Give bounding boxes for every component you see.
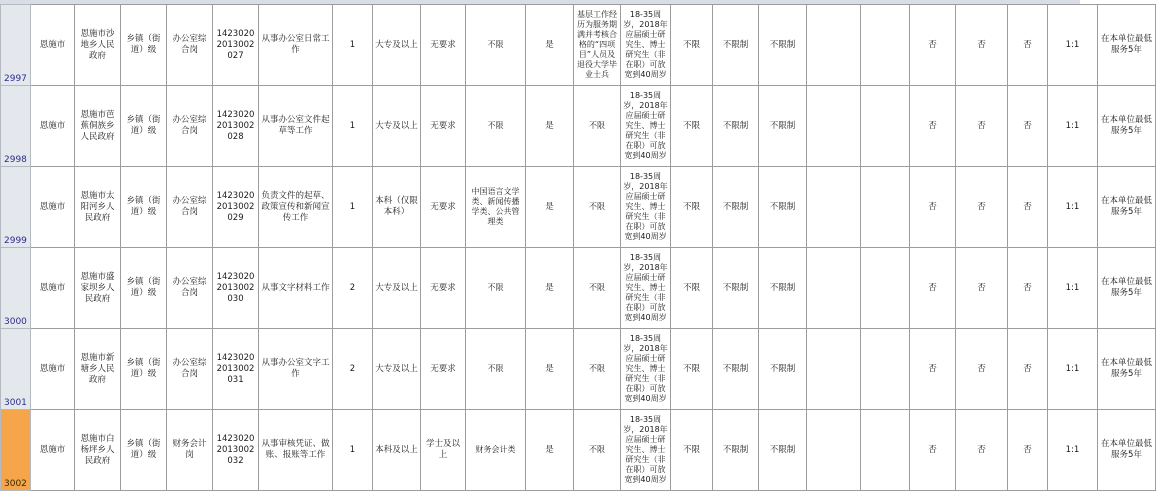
politics-cell[interactable]: 不限制 xyxy=(759,410,807,491)
post-code-cell[interactable]: 14230202013002029 xyxy=(213,167,259,248)
politics-cell[interactable]: 不限制 xyxy=(759,248,807,329)
post-name-cell[interactable]: 办公室综合岗 xyxy=(167,329,213,410)
service-term-cell[interactable]: 在本单位最低服务5年 xyxy=(1098,410,1156,491)
blank-cell-2[interactable] xyxy=(861,167,910,248)
ratio-cell[interactable]: 1:1 xyxy=(1048,329,1098,410)
headcount-cell[interactable]: 2 xyxy=(333,248,373,329)
grassroots-cell[interactable]: 是 xyxy=(526,5,574,86)
gender-cell[interactable]: 不限 xyxy=(671,86,713,167)
politics-cell[interactable]: 不限制 xyxy=(759,329,807,410)
unit-name-cell[interactable]: 恩施市盛家坝乡人民政府 xyxy=(75,248,121,329)
post-code-cell[interactable]: 14230202013002030 xyxy=(213,248,259,329)
education-cell[interactable]: 大专及以上 xyxy=(373,86,421,167)
table-row xyxy=(1,5,1156,86)
region-cell[interactable]: 恩施市 xyxy=(31,248,75,329)
experience-cell[interactable]: 不限 xyxy=(574,329,621,410)
no-cell-3[interactable]: 否 xyxy=(1008,248,1048,329)
grassroots-cell[interactable]: 是 xyxy=(526,410,574,491)
blank-cell-2[interactable] xyxy=(861,329,910,410)
no-cell-3[interactable]: 否 xyxy=(1008,86,1048,167)
unit-name-cell[interactable]: 恩施市新塘乡人民政府 xyxy=(75,329,121,410)
age-cell[interactable]: 18-35周岁，2018年应届硕士研究生、博士研究生（非在职）可放宽到40周岁 xyxy=(621,167,671,248)
region-cell[interactable]: 恩施市 xyxy=(31,5,75,86)
age-cell[interactable]: 18-35周岁，2018年应届硕士研究生、博士研究生（非在职）可放宽到40周岁 xyxy=(621,248,671,329)
post-name-cell[interactable]: 办公室综合岗 xyxy=(167,248,213,329)
grassroots-cell[interactable]: 是 xyxy=(526,329,574,410)
service-term-cell[interactable]: 在本单位最低服务5年 xyxy=(1098,167,1156,248)
headcount-cell[interactable]: 1 xyxy=(333,5,373,86)
blank-cell-2[interactable] xyxy=(861,5,910,86)
politics-cell[interactable]: 不限制 xyxy=(759,86,807,167)
post-duty-cell[interactable]: 从事审核凭证、做账、报账等工作 xyxy=(259,410,333,491)
major-cell[interactable]: 不限 xyxy=(466,329,526,410)
unit-name-cell[interactable]: 恩施市白杨坪乡人民政府 xyxy=(75,410,121,491)
post-code-cell[interactable]: 14230202013002028 xyxy=(213,86,259,167)
no-cell-2[interactable]: 否 xyxy=(956,248,1008,329)
post-code-cell[interactable]: 14230202013002032 xyxy=(213,410,259,491)
blank-cell-1[interactable] xyxy=(807,86,861,167)
ethnicity-cell[interactable]: 不限制 xyxy=(713,329,759,410)
grassroots-cell[interactable]: 是 xyxy=(526,167,574,248)
education-cell[interactable]: 本科（仅限本科） xyxy=(373,167,421,248)
table-row xyxy=(1,329,1156,410)
degree-cell[interactable]: 无要求 xyxy=(421,329,466,410)
gender-cell[interactable]: 不限 xyxy=(671,5,713,86)
region-cell[interactable]: 恩施市 xyxy=(31,410,75,491)
ratio-cell[interactable]: 1:1 xyxy=(1048,86,1098,167)
experience-cell[interactable]: 不限 xyxy=(574,167,621,248)
age-cell[interactable]: 18-35周岁，2018年应届硕士研究生、博士研究生（非在职）可放宽到40周岁 xyxy=(621,410,671,491)
unit-level-cell[interactable]: 乡镇（街道）级 xyxy=(121,5,167,86)
service-term-cell[interactable]: 在本单位最低服务5年 xyxy=(1098,86,1156,167)
grassroots-cell[interactable]: 是 xyxy=(526,86,574,167)
post-duty-cell[interactable]: 从事办公室文件起草等工作 xyxy=(259,86,333,167)
no-cell-1[interactable]: 否 xyxy=(910,5,956,86)
education-cell[interactable]: 大专及以上 xyxy=(373,5,421,86)
age-cell[interactable]: 18-35周岁，2018年应届硕士研究生、博士研究生（非在职）可放宽到40周岁 xyxy=(621,329,671,410)
ratio-cell[interactable]: 1:1 xyxy=(1048,5,1098,86)
no-cell-1[interactable]: 否 xyxy=(910,329,956,410)
experience-cell[interactable]: 不限 xyxy=(574,248,621,329)
service-term-cell[interactable]: 在本单位最低服务5年 xyxy=(1098,5,1156,86)
post-code-cell[interactable]: 14230202013002027 xyxy=(213,5,259,86)
blank-cell-1[interactable] xyxy=(807,329,861,410)
blank-cell-2[interactable] xyxy=(861,248,910,329)
age-cell[interactable]: 18-35周岁，2018年应届硕士研究生、博士研究生（非在职）可放宽到40周岁 xyxy=(621,5,671,86)
no-cell-3[interactable]: 否 xyxy=(1008,329,1048,410)
ethnicity-cell[interactable]: 不限制 xyxy=(713,167,759,248)
row-number-header[interactable]: 3002 xyxy=(1,410,31,491)
experience-cell[interactable]: 不限 xyxy=(574,86,621,167)
region-cell[interactable]: 恩施市 xyxy=(31,329,75,410)
no-cell-1[interactable]: 否 xyxy=(910,248,956,329)
no-cell-2[interactable]: 否 xyxy=(956,86,1008,167)
blank-cell-1[interactable] xyxy=(807,248,861,329)
service-term-cell[interactable]: 在本单位最低服务5年 xyxy=(1098,248,1156,329)
post-name-cell[interactable]: 办公室综合岗 xyxy=(167,5,213,86)
headcount-cell[interactable]: 1 xyxy=(333,410,373,491)
row-number-header[interactable]: 3000 xyxy=(1,248,31,329)
gender-cell[interactable]: 不限 xyxy=(671,167,713,248)
experience-cell[interactable]: 不限 xyxy=(574,410,621,491)
no-cell-3[interactable]: 否 xyxy=(1008,167,1048,248)
headcount-cell[interactable]: 1 xyxy=(333,167,373,248)
ethnicity-cell[interactable]: 不限制 xyxy=(713,86,759,167)
headcount-cell[interactable]: 1 xyxy=(333,86,373,167)
no-cell-2[interactable]: 否 xyxy=(956,410,1008,491)
ratio-cell[interactable]: 1:1 xyxy=(1048,248,1098,329)
politics-cell[interactable]: 不限制 xyxy=(759,5,807,86)
ethnicity-cell[interactable]: 不限制 xyxy=(713,248,759,329)
row-number-header[interactable]: 2998 xyxy=(1,86,31,167)
no-cell-1[interactable]: 否 xyxy=(910,167,956,248)
region-cell[interactable]: 恩施市 xyxy=(31,167,75,248)
unit-level-cell[interactable]: 乡镇（街道）级 xyxy=(121,410,167,491)
major-cell[interactable]: 中国语言文学类、新闻传播学类、公共管理类 xyxy=(466,167,526,248)
unit-name-cell[interactable]: 恩施市沙地乡人民政府 xyxy=(75,5,121,86)
major-cell[interactable]: 不限 xyxy=(466,248,526,329)
post-duty-cell[interactable]: 从事文字材料工作 xyxy=(259,248,333,329)
no-cell-1[interactable]: 否 xyxy=(910,410,956,491)
unit-level-cell[interactable]: 乡镇（街道）级 xyxy=(121,329,167,410)
gender-cell[interactable]: 不限 xyxy=(671,248,713,329)
major-cell[interactable]: 不限 xyxy=(466,86,526,167)
row-number-header[interactable]: 3001 xyxy=(1,329,31,410)
blank-cell-1[interactable] xyxy=(807,167,861,248)
table-row xyxy=(1,248,1156,329)
grassroots-cell[interactable]: 是 xyxy=(526,248,574,329)
unit-name-cell[interactable]: 恩施市芭蕉侗族乡人民政府 xyxy=(75,86,121,167)
post-name-cell[interactable]: 办公室综合岗 xyxy=(167,86,213,167)
degree-cell[interactable]: 无要求 xyxy=(421,5,466,86)
service-term-cell[interactable]: 在本单位最低服务5年 xyxy=(1098,329,1156,410)
degree-cell[interactable]: 无要求 xyxy=(421,167,466,248)
education-cell[interactable]: 大专及以上 xyxy=(373,329,421,410)
post-name-cell[interactable]: 财务会计岗 xyxy=(167,410,213,491)
ethnicity-cell[interactable]: 不限制 xyxy=(713,5,759,86)
headcount-cell[interactable]: 2 xyxy=(333,329,373,410)
education-cell[interactable]: 本科及以上 xyxy=(373,410,421,491)
row-number-header[interactable]: 2999 xyxy=(1,167,31,248)
no-cell-3[interactable]: 否 xyxy=(1008,410,1048,491)
row-number-header[interactable]: 2997 xyxy=(1,5,31,86)
blank-cell-2[interactable] xyxy=(861,86,910,167)
table-row xyxy=(1,410,1156,491)
ratio-cell[interactable]: 1:1 xyxy=(1048,167,1098,248)
no-cell-2[interactable]: 否 xyxy=(956,167,1008,248)
age-cell[interactable]: 18-35周岁，2018年应届硕士研究生、博士研究生（非在职）可放宽到40周岁 xyxy=(621,86,671,167)
region-cell[interactable]: 恩施市 xyxy=(31,86,75,167)
no-cell-2[interactable]: 否 xyxy=(956,5,1008,86)
post-name-cell[interactable]: 办公室综合岗 xyxy=(167,167,213,248)
gender-cell[interactable]: 不限 xyxy=(671,410,713,491)
post-code-cell[interactable]: 14230202013002031 xyxy=(213,329,259,410)
degree-cell[interactable]: 学士及以上 xyxy=(421,410,466,491)
politics-cell[interactable]: 不限制 xyxy=(759,167,807,248)
post-duty-cell[interactable]: 从事办公室日常工作 xyxy=(259,5,333,86)
no-cell-3[interactable]: 否 xyxy=(1008,5,1048,86)
experience-cell[interactable]: 基层工作经历为服务期满并考核合格的“四项目”人员及退役大学毕业士兵 xyxy=(574,5,621,86)
major-cell[interactable]: 不限 xyxy=(466,5,526,86)
gender-cell[interactable]: 不限 xyxy=(671,329,713,410)
education-cell[interactable]: 大专及以上 xyxy=(373,248,421,329)
table-row xyxy=(1,86,1156,167)
job-listing-table xyxy=(0,4,1156,491)
ethnicity-cell[interactable]: 不限制 xyxy=(713,410,759,491)
post-duty-cell[interactable]: 从事办公室文字工作 xyxy=(259,329,333,410)
table-row xyxy=(1,167,1156,248)
blank-cell-1[interactable] xyxy=(807,5,861,86)
post-duty-cell[interactable]: 负责文件的起草、政策宣传和新闻宣传工作 xyxy=(259,167,333,248)
degree-cell[interactable]: 无要求 xyxy=(421,86,466,167)
degree-cell[interactable]: 无要求 xyxy=(421,248,466,329)
ratio-cell[interactable]: 1:1 xyxy=(1048,410,1098,491)
unit-level-cell[interactable]: 乡镇（街道）级 xyxy=(121,86,167,167)
blank-cell-1[interactable] xyxy=(807,410,861,491)
blank-cell-2[interactable] xyxy=(861,410,910,491)
major-cell[interactable]: 财务会计类 xyxy=(466,410,526,491)
unit-level-cell[interactable]: 乡镇（街道）级 xyxy=(121,248,167,329)
no-cell-2[interactable]: 否 xyxy=(956,329,1008,410)
unit-name-cell[interactable]: 恩施市太阳河乡人民政府 xyxy=(75,167,121,248)
no-cell-1[interactable]: 否 xyxy=(910,86,956,167)
unit-level-cell[interactable]: 乡镇（街道）级 xyxy=(121,167,167,248)
